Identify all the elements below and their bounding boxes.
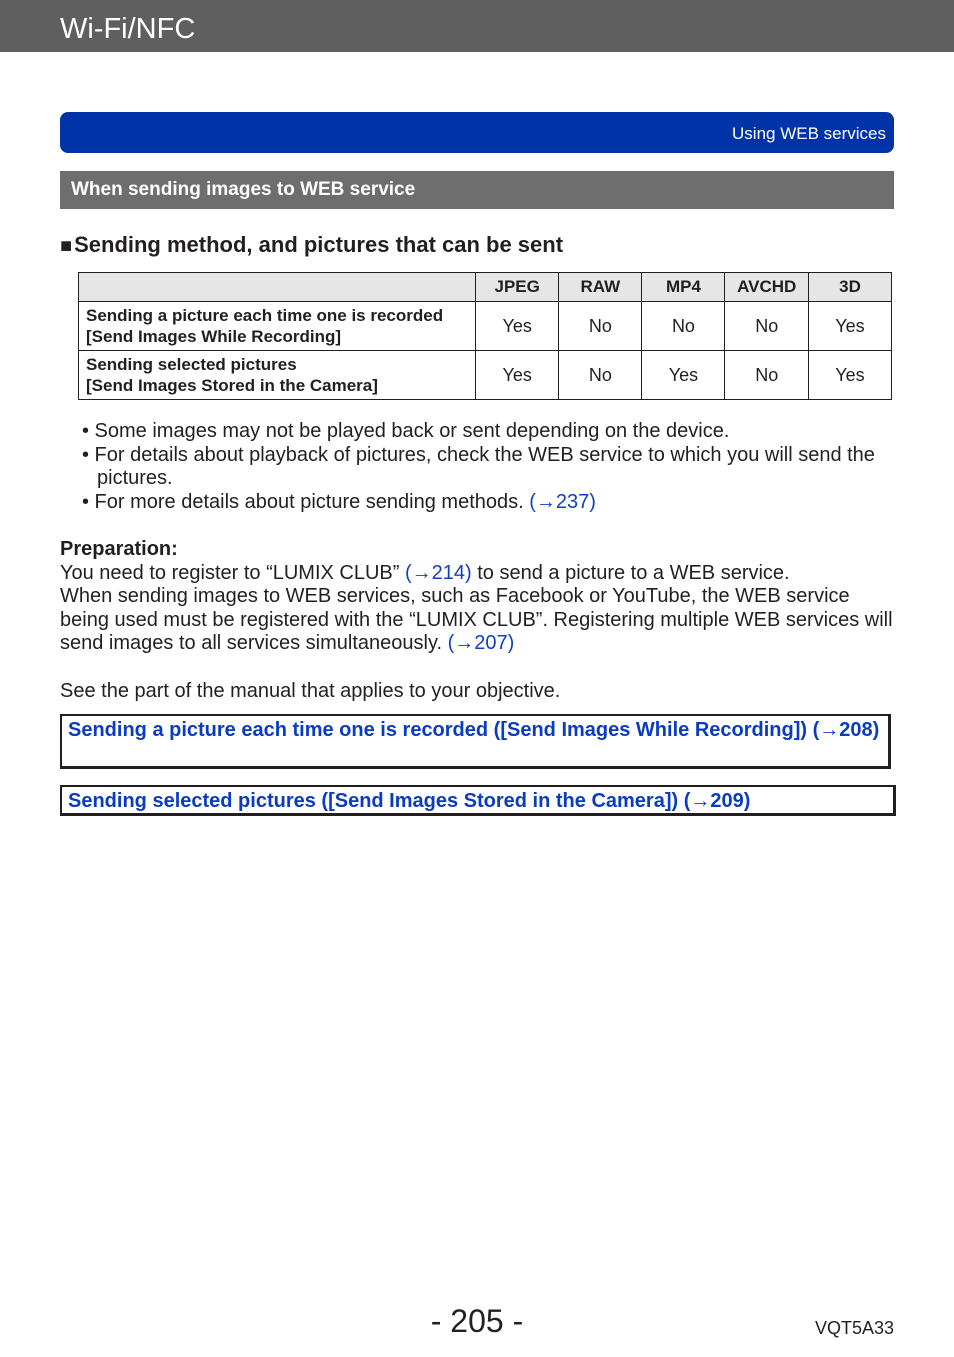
row-header [79,351,476,400]
note-text: • Some images may not be played back or sent depending on the device. [82,420,730,442]
page-ref-link[interactable]: (→207) [447,632,515,654]
square-bullet-icon: ■ [60,235,73,257]
table-cell: No [642,302,725,351]
chapter-title: Wi-Fi/NFC [60,13,196,45]
table-cell: Yes [476,302,559,351]
preparation-line [60,585,900,656]
breadcrumb: Using WEB services [732,124,886,143]
column-header: AVCHD [725,273,809,302]
row-header-line: Sending selected pictures [86,355,297,374]
row-header-line: [Send Images While Recording] [86,327,342,346]
page-ref-link[interactable]: (→214) [404,561,472,584]
list-item [82,444,894,491]
column-header: 3D [808,273,891,302]
preparation-block [60,538,900,656]
notes-list [82,420,894,514]
table-cell: No [725,351,809,400]
section-header [60,171,894,209]
row-header-line: [Send Images Stored in the Camera] [86,376,378,395]
objective-text: See the part of the manual that applies to your objective. [60,680,561,702]
table-cell: Yes [642,351,725,400]
table-corner-cell [79,273,476,302]
table-cell: No [725,302,809,351]
manual-code: VQT5A33 [814,1318,894,1338]
list-item [82,420,894,444]
table-header-row [79,273,892,302]
table-cell: No [559,351,642,400]
table-cell: No [559,302,642,351]
table-cell: Yes [476,351,559,400]
table-row [79,302,892,351]
row-header-line: Sending a picture each time one is recorded [86,306,444,325]
list-item [82,491,894,515]
preparation-line [60,562,900,586]
table-cell: Yes [808,351,891,400]
page-ref-link[interactable]: (→237) [529,490,596,513]
section-title: When sending images to WEB service [71,179,416,200]
page-number: - 205 - [430,1303,524,1339]
subheading [60,232,563,258]
note-text: • For more details about picture sending methods. [82,490,530,513]
column-header: JPEG [476,273,559,302]
preparation-text: You need to register to “LUMIX CLUB” [60,561,405,584]
header-bar [0,0,954,52]
link-box-send-stored-images[interactable]: Sending selected pictures ([Send Images Stored in the Camera]) (→209) [60,785,896,816]
row-header [79,302,476,351]
table-cell: Yes [808,302,891,351]
column-header: RAW [559,273,642,302]
preparation-heading: Preparation: [60,538,178,560]
preparation-text: When sending images to WEB services, such as Facebook or YouTube, the WEB service being used must be registered with the “LUMIX CLUB”. Registering multiple WEB services will send images to all services simultaneously. [60,585,893,654]
topic-banner [60,112,894,153]
preparation-text: to send a picture to a WEB service. [471,561,790,584]
subheading-text: Sending method, and pictures that can be sent [74,232,564,257]
column-header: MP4 [642,273,725,302]
note-text: • For details about playback of pictures, check the WEB service to which you will send the pictures. [82,443,875,489]
table-row [79,351,892,400]
sending-method-table [78,272,892,400]
link-box-send-while-recording[interactable]: Sending a picture each time one is recorded ([Send Images While Recording]) (→208) [60,714,891,769]
